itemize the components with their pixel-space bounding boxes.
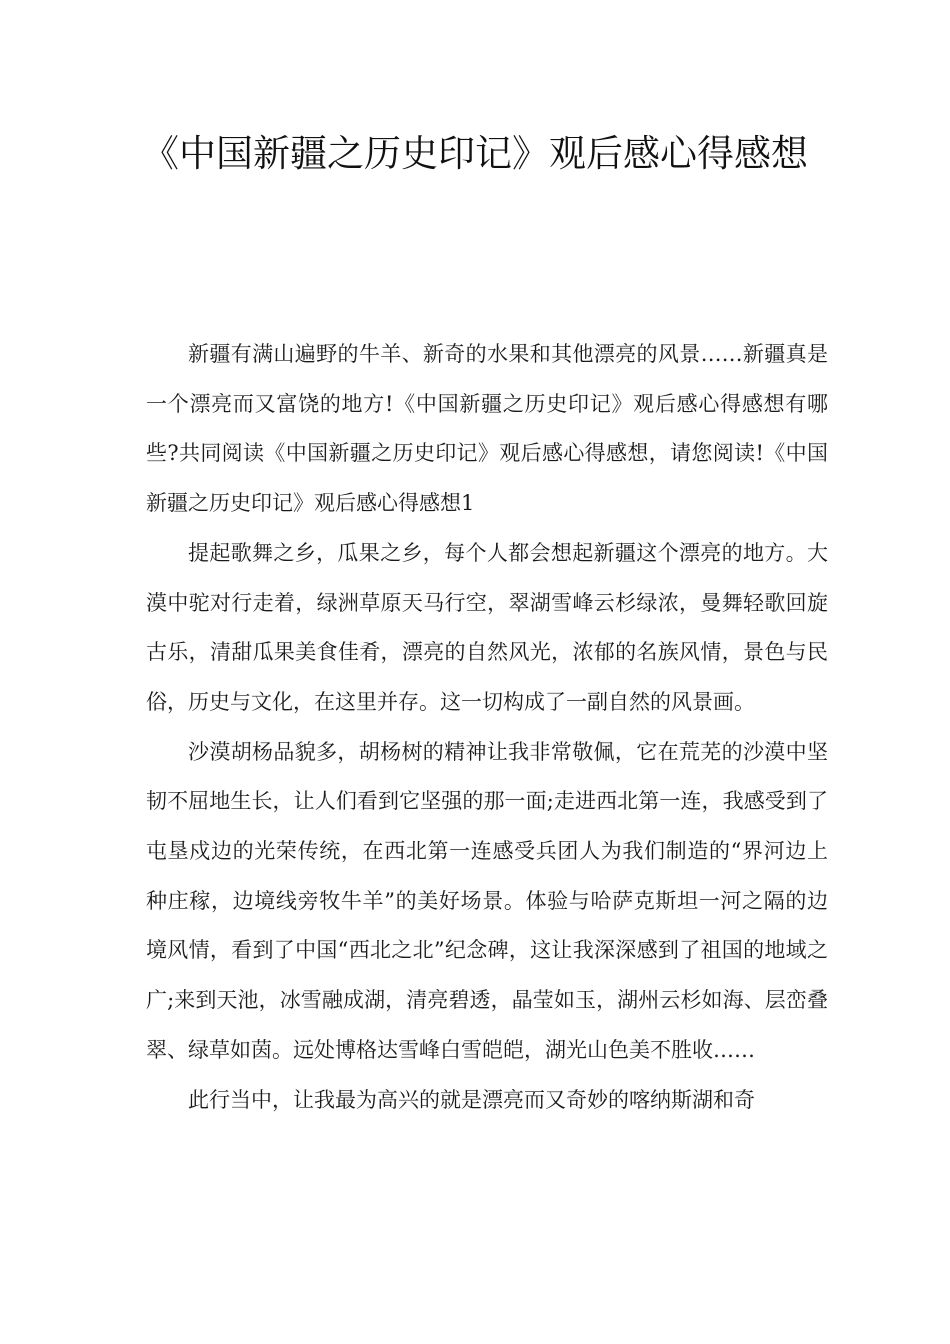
document-body — [146, 330, 828, 1125]
paragraph-4: 此行当中，让我最为高兴的就是漂亮而又奇妙的喀纳斯湖和奇 — [188, 1087, 755, 1112]
document-title: 《中国新疆之历史印记》观后感心得感想 — [142, 132, 808, 175]
paragraph-1: 新疆有满山遍野的牛羊、新奇的水果和其他漂亮的风景……新疆真是一个漂亮而又富饶的地方!《中国新疆之历史印记》观后感心得感想有哪些?共同阅读《中国新疆之历史印记》观后感心得感想，请您阅读!《中国新疆之历史印记》观后感心得感想1 — [146, 342, 828, 516]
paragraph-2: 提起歌舞之乡，瓜果之乡，每个人都会想起新疆这个漂亮的地方。大漠中驼对行走着，绿洲草原天马行空，翠湖雪峰云杉绿浓，曼舞轻歌回旋古乐，清甜瓜果美食佳肴，漂亮的自然风光，浓郁的名族风情，景色与民俗，历史与文化，在这里并存。这一切构成了一副自然的风景画。 — [146, 540, 828, 714]
paragraph-3: 沙漠胡杨品貌多，胡杨树的精神让我非常敬佩，它在荒芜的沙漠中坚韧不屈地生长，让人们看到它坚强的那一面;走进西北第一连，我感受到了屯垦戍边的光荣传统，在西北第一连感受兵团人为我们制造的“界河边上种庄稼，边境线旁牧牛羊”的美好场景。体验与哈萨克斯坦一河之隔的边境风情，看到了中国“西北之北”纪念碑，这让我深深感到了祖国的地域之广;来到天池，冰雪融成湖，清亮碧透，晶莹如玉，湖州云杉如海、层峦叠翠、绿草如茵。远处博格达雪峰白雪皑皑，湖光山色美不胜收…… — [146, 739, 828, 1062]
